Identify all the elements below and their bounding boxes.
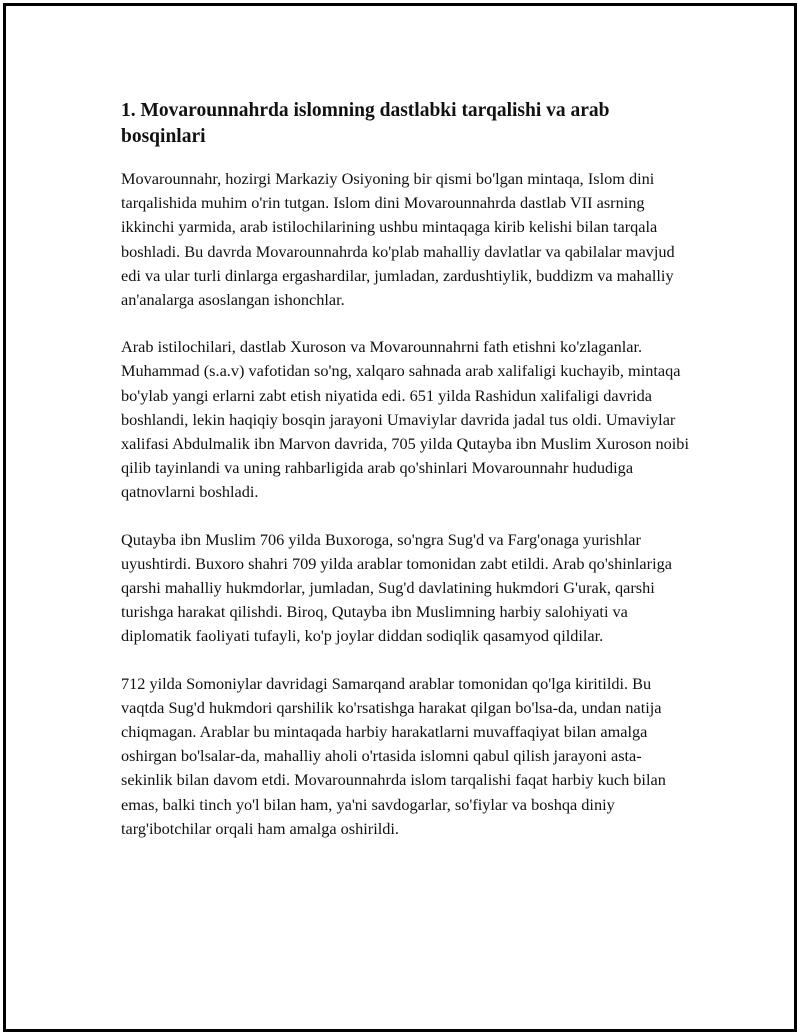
section-heading: 1. Movarounnahrda islomning dastlabki tarqalishi va arab bosqinlari (121, 100, 610, 147)
document-body (121, 98, 691, 864)
paragraph-2: Arab istilochilari, dastlab Xuroson va Movarounnahrni fath etishni ko'zlaganlar. Muhammad (s.a.v) vafotidan so'ng, xalqaro sahnada arab xalifaligi kuchayib, mintaqa bo'ylab yangi erlarni zabt etish niyatida edi. 651 yilda Rashidun xalifaligi davrida boshlandi, lekin haqiqiy bosqin jarayoni Umaviylar davrida jadal tus oldi. Umaviylar xalifasi Abdulmalik ibn Marvon davrida, 705 yilda Qutayba ibn Muslim Xuroson noibi qilib tayinlandi va uning rahbarligida arab qo'shinlari Movarounnahr hududiga qatnovlarni boshladi. (121, 337, 689, 502)
paragraph-1: Movarounnahr, hozirgi Markaziy Osiyoning bir qismi bo'lgan mintaqa, Islom dini tarqalishida muhim o'rin tutgan. Islom dini Movarounnahrda dastlab VII asrning ikkinchi yarmida, arab istilochilarining ushbu mintaqaga kirib kelishi bilan tarqala boshladi. Bu davrda Movarounnahrda ko'plab mahalliy davlatlar va qabilalar mavjud edi va ular turli dinlarga ergashardilar, jumladan, zardushtiylik, buddizm va mahalliy an'analarga asoslangan ishonchlar. (121, 169, 675, 310)
paragraph-3: Qutayba ibn Muslim 706 yilda Buxoroga, so'ngra Sug'd va Farg'onaga yurishlar uyushtirdi. Buxoro shahri 709 yilda arablar tomonidan zabt etildi. Arab qo'shinlariga qarshi mahalliy hukmdorlar, jumladan, Sug'd davlatining hukmdori G'urak, qarshi turishga harakat qilishdi. Biroq, Qutayba ibn Muslimning harbiy salohiyati va diplomatik faoliyati tufayli, ko'p joylar diddan sodiqlik qasamyod qildilar. (121, 529, 672, 646)
document-page (3, 3, 797, 1032)
paragraph-4: 712 yilda Somoniylar davridagi Samarqand arablar tomonidan qo'lga kiritildi. Bu vaqtda Sug'd hukmdori qarshilik ko'rsatishga harakat qilgan bo'lsa-da, undan natija chiqmagan. Arablar bu mintaqada harbiy harakatlarni muvaffaqiyat bilan amalga oshirgan bo'lsalar-da, mahalliy aholi o'rtasida islomni qabul qilish jarayoni asta-sekinlik bilan davom etdi. Movarounnahrda islom tarqalishi faqat harbiy kuch bilan emas, balki tinch yo'l bilan ham, ya'ni savdogarlar, so'fiylar va boshqa diniy targ'ibotchilar orqali ham amalga oshirildi. (121, 673, 666, 838)
